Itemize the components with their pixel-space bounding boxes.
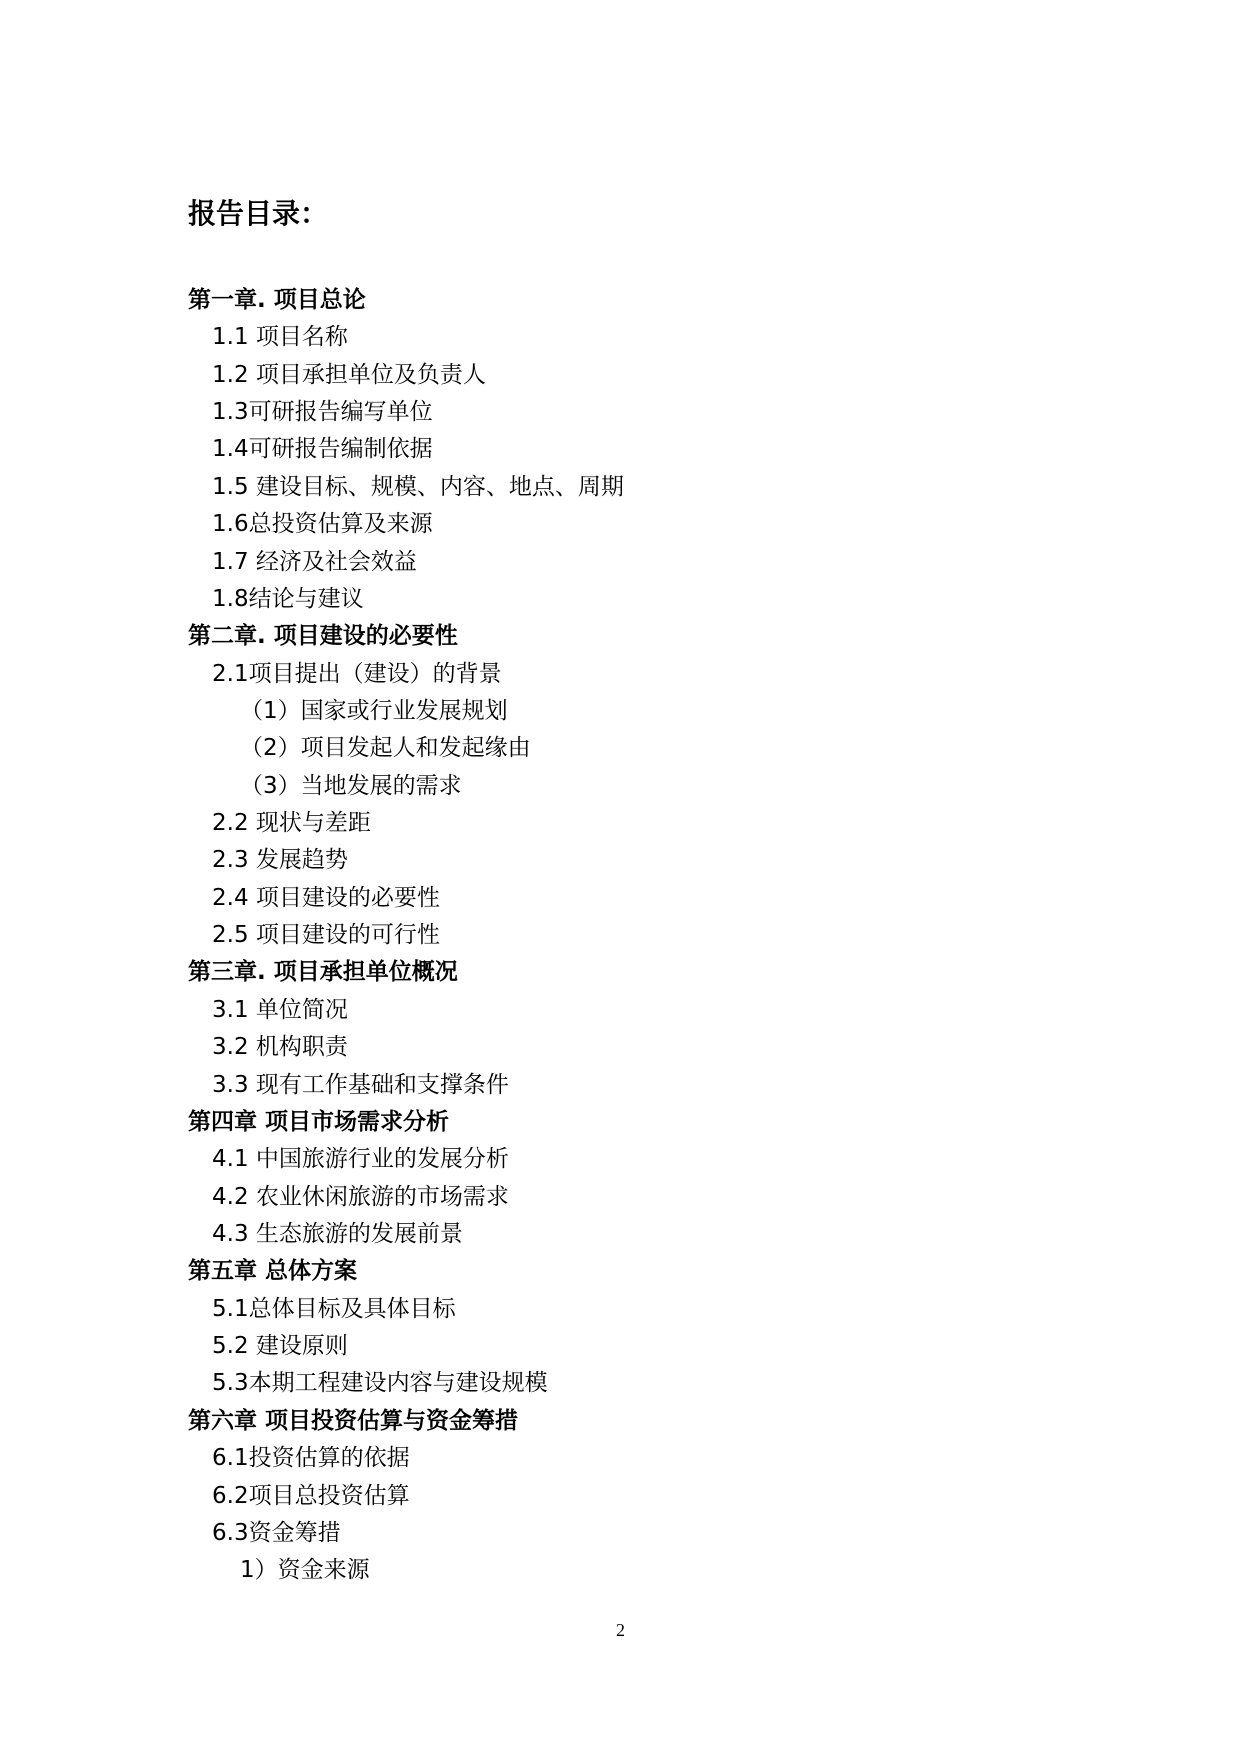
- page-number: 2: [616, 1620, 625, 1640]
- toc-chapter-heading: 第三章. 项目承担单位概况: [188, 959, 458, 986]
- toc-section-item: 3.1 单位简况: [212, 996, 348, 1023]
- report-toc-title: 报告目录：: [188, 197, 329, 230]
- toc-chapter-heading: 第五章 总体方案: [188, 1258, 358, 1285]
- toc-section-item: 3.2 机构职责: [212, 1034, 348, 1061]
- toc-section-item: 1.7 经济及社会效益: [212, 548, 417, 575]
- toc-section-item: 4.1 中国旅游行业的发展分析: [212, 1146, 509, 1173]
- toc-chapter-heading: 第一章. 项目总论: [188, 287, 366, 313]
- toc-section-item: 5.2 建设原则: [212, 1333, 348, 1360]
- toc-section-item: 1.1 项目名称: [212, 324, 348, 351]
- toc-section-item: 6.1投资估算的依据: [212, 1445, 410, 1472]
- toc-section-item: 1.8结论与建议: [212, 585, 364, 612]
- toc-section-item: 6.3资金筹措: [212, 1519, 341, 1546]
- toc-subsection-item: 1）资金来源: [240, 1557, 370, 1584]
- table-of-contents: [0, 282, 1241, 1590]
- toc-subsection-item: （1）国家或行业发展规划: [240, 697, 508, 724]
- toc-chapter-heading: 第六章 项目投资估算与资金筹措: [188, 1407, 519, 1434]
- toc-section-item: 1.3可研报告编写单位: [212, 399, 433, 426]
- toc-subsection-item: （3）当地发展的需求: [240, 772, 462, 799]
- toc-subsection-item: （2）项目发起人和发起缘由: [240, 735, 531, 762]
- toc-section-item: 4.3 生态旅游的发展前景: [212, 1220, 463, 1247]
- toc-section-item: 1.6总投资估算及来源: [212, 511, 433, 538]
- toc-chapter-heading: 第二章. 项目建设的必要性: [188, 623, 458, 650]
- toc-chapter-heading: 第四章 项目市场需求分析: [188, 1108, 450, 1135]
- toc-section-item: 1.2 项目承担单位及负责人: [212, 361, 486, 388]
- toc-section-item: 3.3 现有工作基础和支撑条件: [212, 1071, 509, 1098]
- toc-section-item: 5.3本期工程建设内容与建设规模: [212, 1370, 548, 1397]
- toc-section-item: 2.2 现状与差距: [212, 810, 371, 837]
- toc-section-item: 2.4 项目建设的必要性: [212, 884, 440, 911]
- toc-section-item: 5.1总体目标及具体目标: [212, 1295, 456, 1322]
- toc-section-item: 1.4可研报告编制依据: [212, 436, 433, 463]
- toc-section-item: 6.2项目总投资估算: [212, 1482, 410, 1509]
- toc-section-item: 1.5 建设目标、规模、内容、地点、周期: [212, 473, 624, 500]
- toc-section-item: 2.1项目提出（建设）的背景: [212, 660, 502, 687]
- toc-section-item: 4.2 农业休闲旅游的市场需求: [212, 1183, 509, 1210]
- toc-section-item: 2.3 发展趋势: [212, 847, 348, 874]
- toc-section-item: 2.5 项目建设的可行性: [212, 922, 440, 949]
